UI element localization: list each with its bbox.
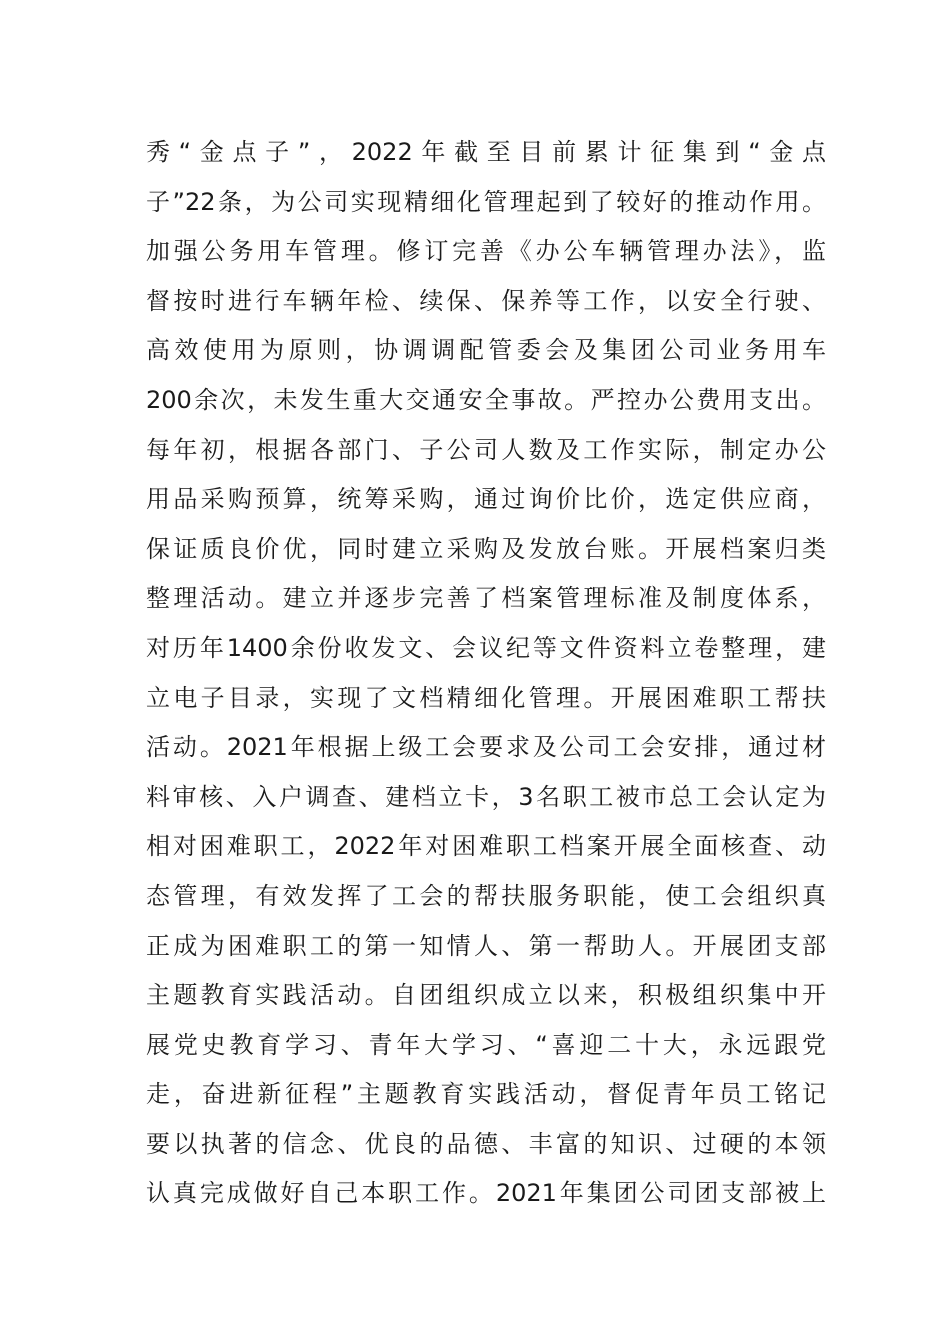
text-line: 认真完成做好自己本职工作。2021年集团公司团支部被上 xyxy=(146,1179,826,1208)
text-line: 用品采购预算，统筹采购，通过询价比价，选定供应商， xyxy=(146,485,826,514)
text-line: 子”22条，为公司实现精细化管理起到了较好的推动作用。 xyxy=(146,187,826,216)
text-line: 态管理，有效发挥了工会的帮扶服务职能，使工会组织真 xyxy=(146,881,826,910)
text-line: 保证质良价优，同时建立采购及发放台账。开展档案归类 xyxy=(146,534,826,563)
text-line: 整理活动。建立并逐步完善了档案管理标准及制度体系， xyxy=(146,584,826,613)
text-line: 秀“金点子”，2022年截至目前累计征集到“金点 xyxy=(146,138,826,166)
text-line: 展党史教育学习、青年大学习、“喜迎二十大，永远跟党 xyxy=(146,1030,826,1059)
body-text xyxy=(146,128,826,1219)
text-line: 走，奋进新征程”主题教育实践活动，督促青年员工铭记 xyxy=(146,1080,826,1109)
text-line: 督按时进行车辆年检、续保、保养等工作，以安全行驶、 xyxy=(146,286,826,315)
text-line: 相对困难职工，2022年对困难职工档案开展全面核查、动 xyxy=(146,832,826,861)
text-line: 立电子目录，实现了文档精细化管理。开展困难职工帮扶 xyxy=(146,683,826,712)
text-line: 高效使用为原则，协调调配管委会及集团公司业务用车 xyxy=(146,336,826,365)
text-line: 料审核、入户调查、建档立卡，3名职工被市总工会认定为 xyxy=(146,782,826,811)
text-line: 要以执著的信念、优良的品德、丰富的知识、过硬的本领 xyxy=(146,1129,826,1158)
text-line: 对历年1400余份收发文、会议纪等文件资料立卷整理，建 xyxy=(146,633,826,662)
text-line: 活动。2021年根据上级工会要求及公司工会安排，通过材 xyxy=(146,733,826,762)
text-line: 主题教育实践活动。自团组织成立以来，积极组织集中开 xyxy=(146,981,826,1010)
text-line: 正成为困难职工的第一知情人、第一帮助人。开展团支部 xyxy=(146,931,826,960)
text-line: 加强公务用车管理。修订完善《办公车辆管理办法》，监 xyxy=(146,237,826,266)
text-line: 每年初，根据各部门、子公司人数及工作实际，制定办公 xyxy=(146,435,826,464)
text-line: 200余次，未发生重大交通安全事故。严控办公费用支出。 xyxy=(146,385,826,414)
